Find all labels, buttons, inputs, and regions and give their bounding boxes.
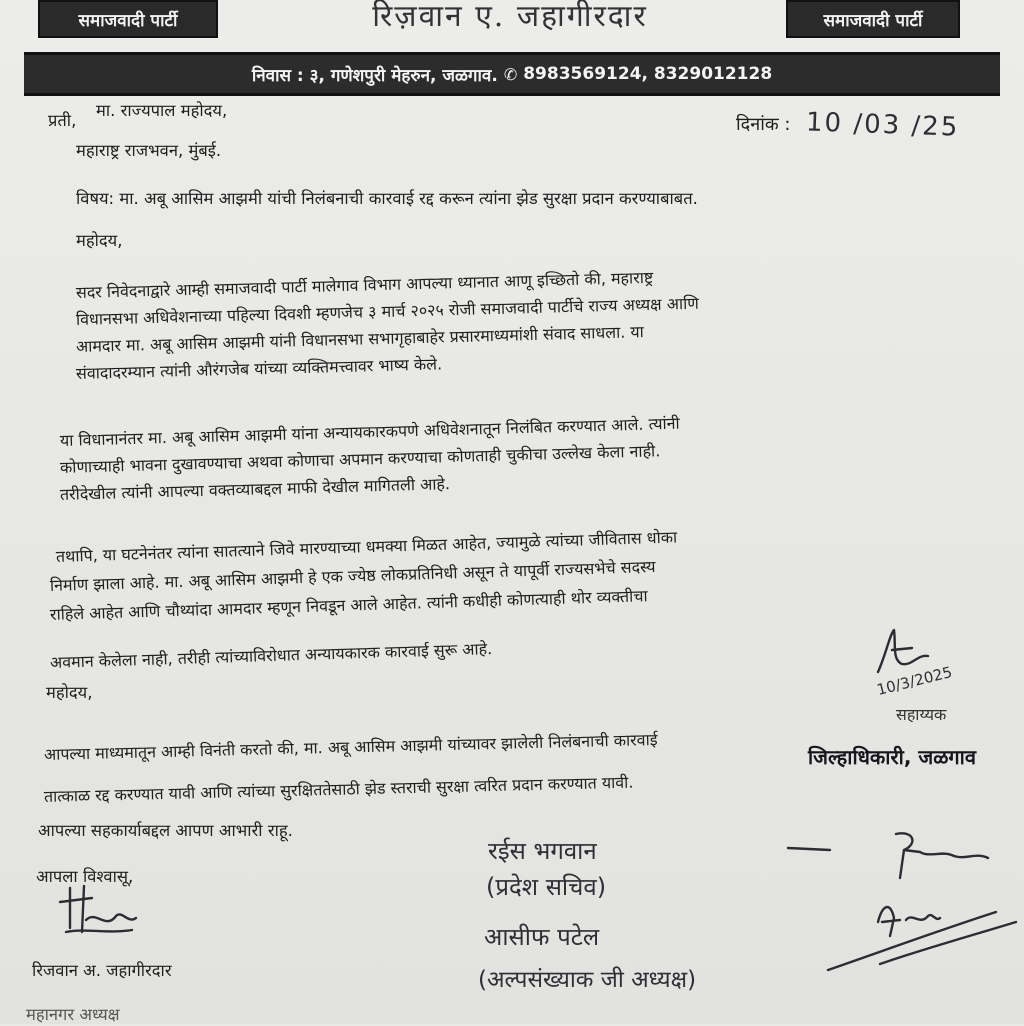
receipt-office-stamp: जिल्हाधिकारी, जळगाव [808,745,976,769]
closing: आपला विश्वासू, [36,867,134,886]
party-label-right: समाजवादी पार्टी [786,0,960,38]
cosigner-2-role: (अल्पसंख्याक जी अध्यक्ष) [478,967,697,993]
para3-line2: निर्माण झाला आहे. मा. अबू आसिम आझमी हे एक ज्येष्ठ लोकप्रतिनिधी असून ते यापूर्वी राज्यसभेचे सदस्य [49,556,656,595]
phone-icon: ✆ [503,64,518,84]
addressee-line-1: मा. राज्यपाल महोदय, [96,101,228,120]
cosigner-1-name: रईस भगवान [488,837,597,865]
para4-line1: आपल्या माध्यमातून आम्ही विनंती करतो की, मा. अबू आसिम आझमी यांच्यावर झालेली निलंबनाची कारवाई [43,730,658,764]
salutation: महोदय, [76,231,123,250]
address-bar [24,52,1000,96]
date-label: दिनांक : [736,114,791,135]
para3-line1: तथापि, या घटनेनंतर त्यांना सातत्याने जिवे मारण्याच्या धमक्या मिळत आहेत, ज्यामुळे त्यांच्या जीवितास धोका [55,527,678,566]
para1-line3: आमदार मा. अबू आसिम आझमी यांनी विधानसभा सभागृहाबाहेर प्रसारमाध्यमांशी संवाद साधला. या [75,322,645,356]
para1-line1: सदर निवेदनाद्वारे आम्ही समाजवादी पार्टी मालेगाव विभाग आपल्या ध्यानात आणू इच्छितो की, महाराष्ट्र [75,267,654,302]
cosigner-2-name: आसीफ पटेल [484,923,600,951]
para1-line4: संवादादरम्यान त्यांनी औरंगजेब यांच्या व्यक्तिमत्त्वावर भाष्य केले. [75,354,443,383]
party-label-left: समाजवादी पार्टी [38,0,218,38]
para2-line2: कोणाच्याही भावना दुखावण्याचा अथवा कोणाचा अपमान करण्याचा कोणताही चुकीचा उल्लेख केला नाही. [59,441,661,477]
receipt-designation: सहाय्यक [896,705,947,724]
para4-line2: तात्काळ रद्द करण्यात यावी आणि त्यांच्या सुरक्षिततेसाठी झेड स्तराची सुरक्षा त्वरित प्रदान करण्यात यावी. [43,772,634,806]
para1-line2: विधानसभा अधिवेशनाच्या पहिल्या दिवशी म्हणजेच ३ मार्च २०२५ रोजी समाजवादी पार्टीचे राज्य अध्यक्ष आणि [75,293,700,329]
cosigner-1-signature [784,828,1014,888]
para3-line4: अवमान केलेला नाही, तरीही त्यांच्याविरोधात अन्यायकारक कारवाई सुरू आहे. [49,639,493,672]
signer-title-partial: महानगर अध्यक्ष [26,1005,120,1024]
thanks-line: आपल्या सहकार्याबद्दल आपण आभारी राहू. [38,821,293,840]
cosigner-1-role: (प्रदेश सचिव) [486,873,607,901]
phone-numbers: 8983569124, 8329012128 [523,64,773,84]
subject-line: विषय: मा. अबू आसिम आझमी यांची निलंबनाची कारवाई रद्द करून त्यांना झेड सुरक्षा प्रदान करण्याबाबत. [76,189,698,208]
salutation-2: महोदय, [46,683,93,702]
addressee-line-2: महाराष्ट्र राजभवन, मुंबई. [76,141,222,160]
letterhead-name: रिज़वान ए. जहागीरदार [372,0,648,34]
para2-line3: तरीदेखील त्यांनी आपल्या वक्तव्याबद्दल माफी देखील मागितली आहे. [59,474,451,504]
para2-line1: या विधानानंतर मा. अबू आसिम आझमी यांना अन्यायकारकपणे अधिवेशनातून निलंबित करण्यात आले. त्यांनी [59,413,680,450]
to-prefix: प्रती, [48,111,77,130]
receipt-date: 10/3/2025 [874,662,954,700]
cosigner-2-signature [820,892,1020,982]
date-value: 10 /03 /25 [805,107,960,143]
address-text: निवास : ३, गणेशपुरी मेहरुन, जळगाव. [251,65,498,86]
para3-line3: राहिले आहेत आणि चौथ्यांदा आमदार म्हणून निवडून आले आहेत. त्यांनी कधीही कोणत्याही थोर व्यक्तीचा [49,586,648,624]
signer-signature [56,880,146,940]
signer-name: रिजवान अ. जहागीरदार [32,961,172,980]
